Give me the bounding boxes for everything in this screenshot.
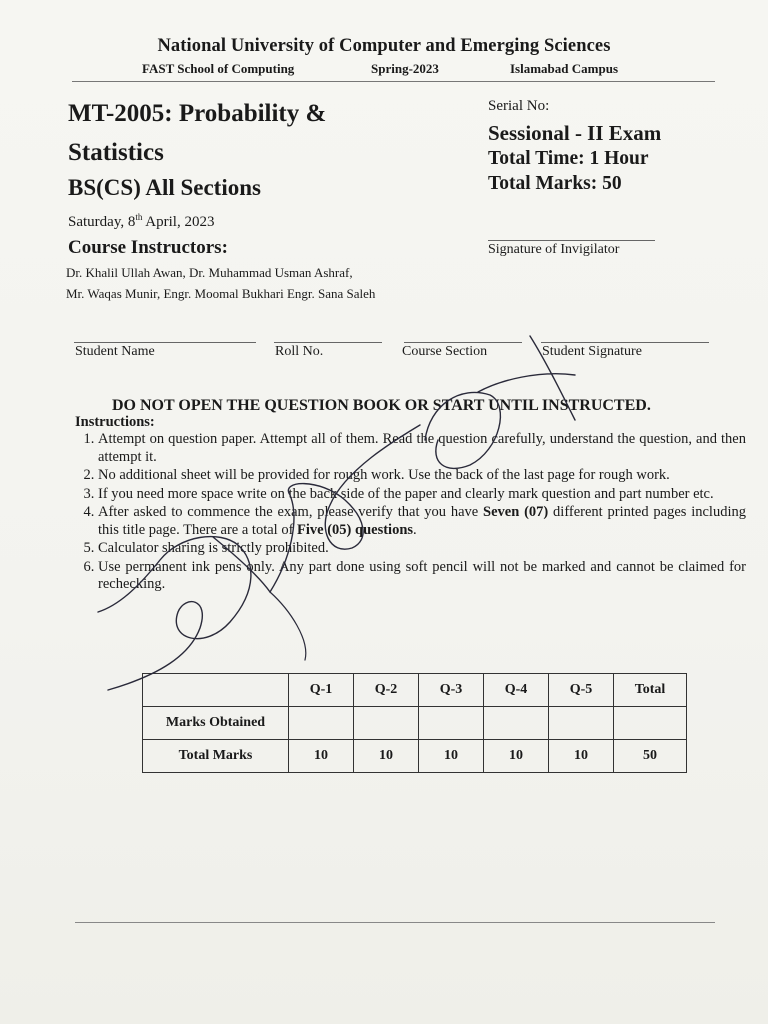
serial-label: Serial No: <box>488 98 550 114</box>
instructors-line2: Mr. Waqas Munir, Engr. Moomal Bukhari Engr. Sana Saleh <box>66 286 376 301</box>
total-q1: 10 <box>289 740 354 773</box>
header-q1: Q-1 <box>289 674 354 707</box>
total-q4: 10 <box>484 740 549 773</box>
exam-name: Sessional - II Exam <box>488 121 662 145</box>
instruction-2: 2. No additional sheet will be provided for rough work. Use the back of the last page for rough work. <box>98 467 746 485</box>
semester: Spring-2023 <box>371 61 439 76</box>
header-q2: Q-2 <box>354 674 419 707</box>
student-signature-label: Student Signature <box>542 344 642 359</box>
program: BS(CS) All Sections <box>68 175 261 200</box>
header-q4: Q-4 <box>484 674 549 707</box>
invigilator-label: Signature of Invigilator <box>488 242 620 257</box>
roll-no-label: Roll No. <box>275 344 324 359</box>
campus: Islamabad Campus <box>510 61 619 76</box>
total-time: Total Time: 1 Hour <box>488 148 649 169</box>
header-q5: Q-5 <box>549 674 614 707</box>
instructors-line1: Dr. Khalil Ullah Awan, Dr. Muhammad Usman Ashraf, <box>66 265 353 280</box>
school-name: FAST School of Computing <box>142 61 295 76</box>
exam-date: Saturday, 8th April, 2023 <box>68 212 215 230</box>
course-title-line2: Statistics <box>68 139 164 166</box>
instruction-5: 5. Calculator sharing is strictly prohibited. <box>98 540 746 558</box>
total-total: 50 <box>614 740 687 773</box>
student-name-label: Student Name <box>75 344 155 359</box>
total-marks-label: Total Marks <box>143 740 289 773</box>
total-q3: 10 <box>419 740 484 773</box>
course-section-label: Course Section <box>402 344 488 359</box>
do-not-open-notice: DO NOT OPEN THE QUESTION BOOK OR START UNTIL INSTRUCTED. <box>112 397 651 414</box>
instructors-heading: Course Instructors: <box>68 237 228 258</box>
marks-obtained-label: Marks Obtained <box>143 707 289 740</box>
university-name: National University of Computer and Emerging Sciences <box>157 36 611 56</box>
instruction-1: 1. Attempt on question paper. Attempt all of them. Read the question carefully, understand the question, and then attempt it. <box>98 431 746 466</box>
instructions-heading: Instructions: <box>75 414 155 430</box>
instruction-3: 3. If you need more space write on the back side of the paper and clearly mark question and part number etc. <box>98 486 746 504</box>
course-title-line1: MT-2005: Probability & <box>68 100 327 127</box>
instruction-4: 4. After asked to commence the exam, please verify that you have Seven (07) different printed pages including this title page. There are a total of Five (05) questions. <box>98 504 746 539</box>
total-marks: Total Marks: 50 <box>488 173 622 194</box>
instruction-6: 6. Use permanent ink pens only. Any part done using soft pencil will not be marked and cannot be claimed for rechecking. <box>98 559 746 594</box>
total-q2: 10 <box>354 740 419 773</box>
header-total: Total <box>614 674 687 707</box>
total-q5: 10 <box>549 740 614 773</box>
header-q3: Q-3 <box>419 674 484 707</box>
